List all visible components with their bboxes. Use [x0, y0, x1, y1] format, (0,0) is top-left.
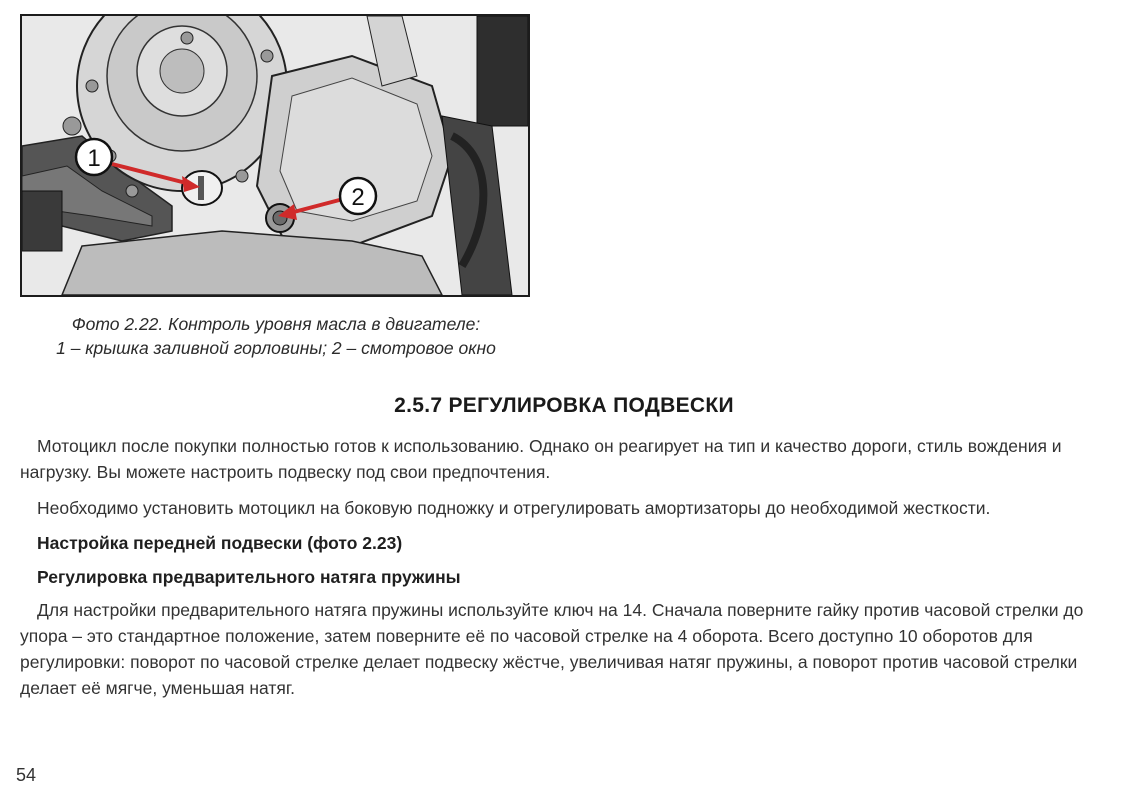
engine-photo	[20, 14, 530, 297]
paragraph-preload-instructions: Для настройки предварительного натяга пружины используйте ключ на 14. Сначала поверните гайку против часовой стрелки до упора – это стандартное положение, затем поверните её по часовой стрелке на 4 оборота. Всего доступно 10 оборотов для регулировки: поворот по часовой стрелке делает подвеску жёстче, увеличивая натяг пружины, а поворот против часовой стрелки делает её мягче, уменьшая натяг.	[20, 600, 1084, 698]
caption-line-2: 1 – крышка заливной горловины; 2 – смотровое окно	[56, 338, 496, 358]
callout-2	[340, 178, 376, 214]
caption-line-1: Фото 2.22. Контроль уровня масла в двигателе:	[71, 314, 481, 334]
page-number: 54	[16, 765, 37, 785]
callout-1	[76, 139, 112, 175]
svg-text:1: 1	[87, 145, 101, 172]
section-heading: 2.5.7 РЕГУЛИРОВКА ПОДВЕСКИ	[394, 394, 734, 417]
photo-caption	[20, 312, 532, 360]
paragraph-intro: Мотоцикл после покупки полностью готов к использованию. Однако он реагирует на тип и качество дороги, стиль вождения и нагрузку. Вы можете настроить подвеску под свои предпочтения.	[20, 436, 1062, 482]
svg-text:2: 2	[351, 184, 365, 211]
subheading-spring-preload: Регулировка предварительного натяга пружины	[37, 567, 461, 587]
subheading-front-suspension: Настройка передней подвески (фото 2.23)	[37, 533, 403, 553]
engine-illustration	[22, 16, 528, 295]
paragraph-sidestand: Необходимо установить мотоцикл на боковую подножку и отрегулировать амортизаторы до необходимой жесткости.	[37, 498, 991, 518]
